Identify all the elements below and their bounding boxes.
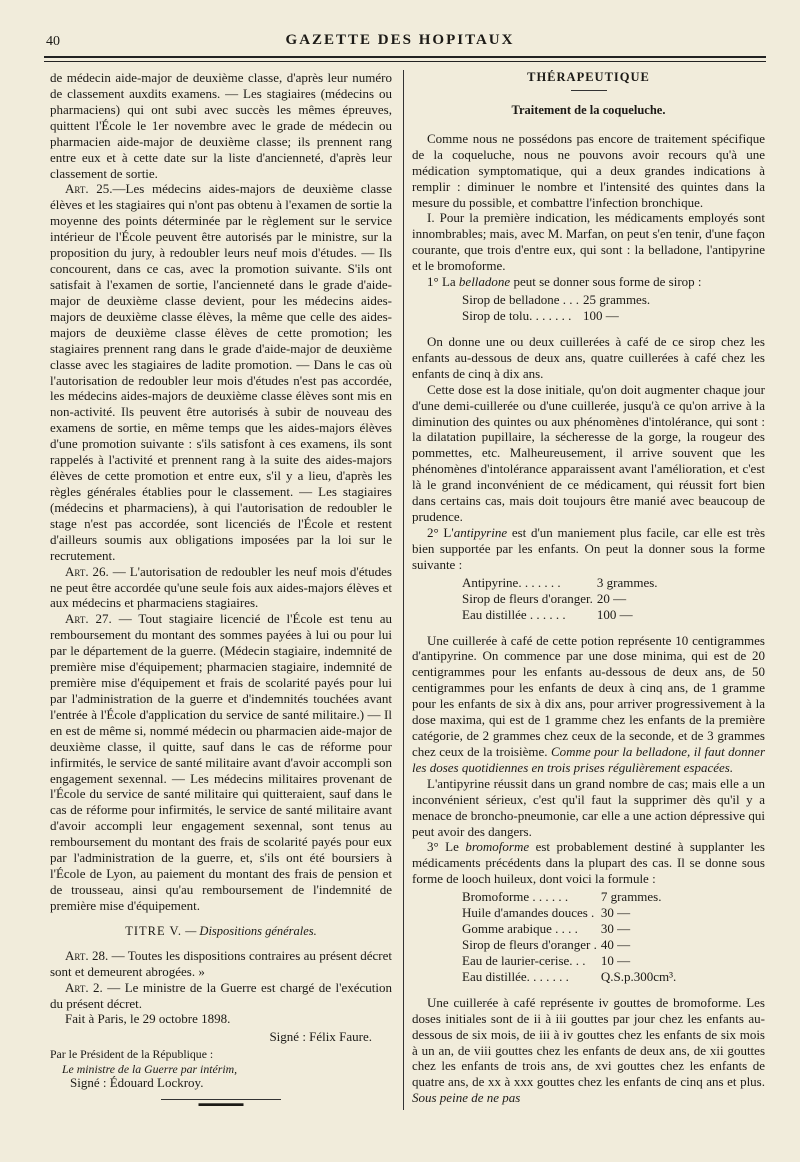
article-26 [50,564,392,612]
article-text: — L'autorisation de redoubler les neuf mois d'études ne peut être accordée qu'une seule fois aux aides-majors élèves et aux médecins et pharmaciens stagiaires. [50,563,392,611]
paragraph: 1° La belladone peut se donner sous forme de sirop : [427,274,702,290]
title-label: TITRE V. [125,923,183,938]
right-column [412,70,765,1106]
by-president: Par le Président de la République : [50,1047,214,1062]
left-column [50,70,392,1106]
recipe-row: Eau distillée. . . . . . . Q.S.p.300cm³. [462,968,677,984]
article-25 [50,181,392,563]
article-2 [50,980,392,1012]
drug-name: bromoforme [465,839,530,855]
recipe-row: Eau distillée . . . . . . 100 — [462,606,633,622]
article-label: Art. 2. [65,979,103,995]
paragraph: 3° Le bromoforme est probablement destiné à supplanter les médicaments précédents dans la plupart des cas. Il se donne sous forme de looch huileux, dont voici la formule : [412,839,765,887]
recipe-row: Gomme arabique . . . . 30 — [462,921,631,937]
paragraph: I. Pour la première indication, les médicaments employés sont innombrables; mais, avec M. Marfan, on peut s'en tenir, d'une façon courante, que trois d'entre eux, qui sont : la belladone, l'antipyrine et le bromoforme. [412,210,765,274]
article-label: Art. 27. [65,611,112,627]
recipe-row: Sirop de fleurs d'oranger . 40 — [462,937,631,953]
signature-faure: Signé : Félix Faure. [269,1029,372,1045]
article-text: — Tout stagiaire licencié de l'École est tenu au remboursement du montant des sommes payées à lui ou pour lui par le département de la guerre. (Médecin stagiaire, indemnité de première mise d'équipement; pharmacien stagiaire, indemnité de première mise d'équipement et frais de scolarité payés pour lui par l'administration de la guerre et d'indemnités touchées avant l'entrée à l'École d'application du service de santé militaire.) — Il en est de même si, nommé médecin ou pharmacien aide-major de deuxième classe, il quitte, sauf dans le cas de réforme pour infirmités, le service de santé militaire avant d'avoir accompli son engagement sexennal. — Les médecins militaires provenant de l'École du service de santé militaire qui quitteraient, sauf dans le cas de réforme pour infirmités, le service de santé militaire avant d'avoir accompli leur engagement sexennal, sont tenus au remboursement du montant des frais de scolarité payés pour eux par l'administration de la guerre, et, s'ils ont été boursiers à l'École de Lyon, au paiement du montant des frais de pension et de trousseau, ainsi qu'au remboursement de l'indemnité de première mise d'équipement. [50,611,392,913]
header-rule-thick [44,56,766,58]
recipe-row: Sirop de belladone . . . 25 grammes. [462,292,651,308]
page-number: 40 [46,34,60,49]
title-v-heading [50,924,392,940]
recipe-bromoforme [462,889,680,985]
recipe-row: Bromoforme . . . . . . 7 grammes. [462,889,662,905]
article-text: — Toutes les dispositions contraires au présent décret sont et demeurent abrogées. » [50,947,392,979]
paragraph: On donne une ou deux cuillerées à café de ce sirop chez les enfants au-dessous de deux ans, quatre cuillerées à café chez les enfants de cinq à dix ans. [412,333,765,381]
paragraph: Une cuillerée à café représente iv gouttes de bromoforme. Les doses initiales sont de ii à iii gouttes par jour chez les enfants au-dessous de six mois, de iii à iv gouttes chez les enfants de six mois à un an, de viii gouttes chez les enfants de deux ans, de xii gouttes chez les enfants de trois ans, de xvi gouttes chez les enfants de quatre ans, de xx à xxx gouttes chez les enfants de cinq ans et plus. Sous peine de ne pas [412,994,765,1106]
paragraph: Cette dose est la dose initiale, qu'on doit augmenter chaque jour d'une demi-cuillerée ou d'une cuillerée, jusqu'à ce qu'on arrive à la diminution des quintes ou aux phénomènes d'intolérance, qui sont : la dilatation pupillaire, la sécheresse de la gorge, la rougeur des pommettes, etc. Malheureusement, il arrive souvent que les phénomènes d'intolérance apparaissent avant l'amélioration, et c'est là le grand inconvénient de ce médicament, qui réussit fort bien dans certains cas, mais doit toujours être manié avec beaucoup de prudence. [412,381,765,525]
section-heading: THÉRAPEUTIQUE [527,70,650,84]
drug-name: belladone [458,274,511,290]
signature-lockroy: Signé : Édouard Lockroy. [70,1075,204,1091]
paragraph: Comme nous ne possédons pas encore de traitement spécifique de la coqueluche, nous ne pouvons avoir recours qu'à une médication symptomatique, qui a deux grandes indications à remplir : diminuer le nombre et l'intensité des quintes dans la mesure du possible, et combattre l'infection bronchique. [412,130,765,210]
paragraph: Une cuillerée à café de cette potion représente 10 centigrammes d'antipyrine. On commence par une dose minima, qui est de 20 centigrammes pour les enfants au-dessous de deux ans, de 50 centigrammes pour les enfants de deux à cinq ans, de 1 gramme pour les enfants de six à dix ans, pour arriver progressivement à la dose maxima, qui est de 1 gramme chez les enfants de la première catégorie, de 2 grammes chez ceux de la seconde, et de 3 grammes chez ceux de la troisième. Comme pour la belladone, il faut donner les doses quotidiennes en trois prises régulièrement espacées. [412,632,765,775]
recipe-row: Sirop de tolu. . . . . . . 100 — [462,307,619,323]
minister-line: Le ministre de la Guerre par intérim, [62,1061,238,1076]
article-28 [50,948,392,980]
recipe-antipyrine [462,575,662,623]
article-subtitle: Traitement de la coqueluche. [511,102,666,117]
article-text: —Les médecins aides-majors de deuxième classe élèves et les stagiaires qui n'ont pas obtenu à l'examen de sortie la moyenne des points déterminée par le règlement sur le service intérieur de l'École peuvent être autorisés par le ministre, sur la proposition du jury, à redoubler leurs neuf mois d'études. — Ils concourent, dans ce cas, avec la promotion suivante. S'ils ont satisfait à l'examen de sortie, l'ancienneté dans le grade d'aide-major de deuxième classe devient, pour les médecins aides-majors de deuxième classe élèves, la même que celle des aides-majors de deuxième classe élèves de cette promotion; les stagiaires prennent rang dans le grade d'aide-major de deuxième classe avec les stagiaires de ladite promotion. — Dans le cas où l'autorisation de redoubler leur mois d'études n'est pas accordée, les médecins aides-majors de deuxième classe élèves sont mis en non-activité. Ils peuvent être autorisés à subir de nouveau des examens de sortie, en même temps que les aides-majors élèves d'une promotion suivante : s'ils satisfont à ces examens, ils sont rappelés à l'activité et prennent rang à la suite des aides-majors élèves de cette promotion et entre eux, s'il y a lieu, d'après les règles générales établies pour le classement. — Les stagiaires (médecins et pharmaciens), à qui l'autorisation de redoubler le stage n'est pas accordée, sont licenciés de l'École et restent d'ailleurs soumis aux obligations imposées par la loi sur le recrutement. [50,181,392,563]
section-rule [571,90,607,91]
paragraph-continuation: de médecin aide-major de deuxième classe, d'après leur numéro de classement auxdits examens. — Les stagiaires (médecins ou pharmaciens) qui ont subi avec succès les mêmes épreuves, quittent l'École le 1er novembre avec le grade de médecin ou pharmacien aide-major de deuxième classe; ils prennent rang entre eux et à cette date sur la liste d'ancienneté, d'après leur classement de sortie. [50,70,392,181]
recipe-row: Eau de laurier-cerise. . . 10 — [462,952,631,968]
recipe-belladone [462,292,654,324]
recipe-row: Sirop de fleurs d'oranger. 20 — [462,590,627,606]
end-ornament: ▬▬▬▬▬ [161,1099,281,1106]
drug-name: antipyrine [453,524,508,540]
dateline: Fait à Paris, le 29 octobre 1898. [65,1011,231,1027]
journal-title: GAZETTE DES HOPITAUX [285,32,515,48]
header-rule-thin [44,61,766,62]
recipe-row: Antipyrine. . . . . . . 3 grammes. [462,574,658,590]
paragraph: 2° L'antipyrine est d'un maniement plus facile, car elle est très bien supportée par les enfants. On peut la donner sous la forme suivante : [412,524,766,572]
article-label: Art. 25. [65,181,113,197]
article-27 [50,611,392,914]
article-label: Art. 28. [65,947,109,963]
article-text: — Le ministre de la Guerre est chargé de l'exécution du présent décret. [50,979,392,1011]
paragraph: L'antipyrine réussit dans un grand nombre de cas; mais elle a un inconvénient sérieux, c'est qu'il faut la supprimer dès qu'il y a menace de broncho-pneumonie, car elle a une action dépressive qui peut avoir des dangers. [412,775,765,839]
column-divider [403,70,404,1110]
article-label: Art. 26. [65,563,109,579]
title-text: — Dispositions générales. [185,923,317,938]
recipe-row: Huile d'amandes douces . 30 — [462,905,631,921]
